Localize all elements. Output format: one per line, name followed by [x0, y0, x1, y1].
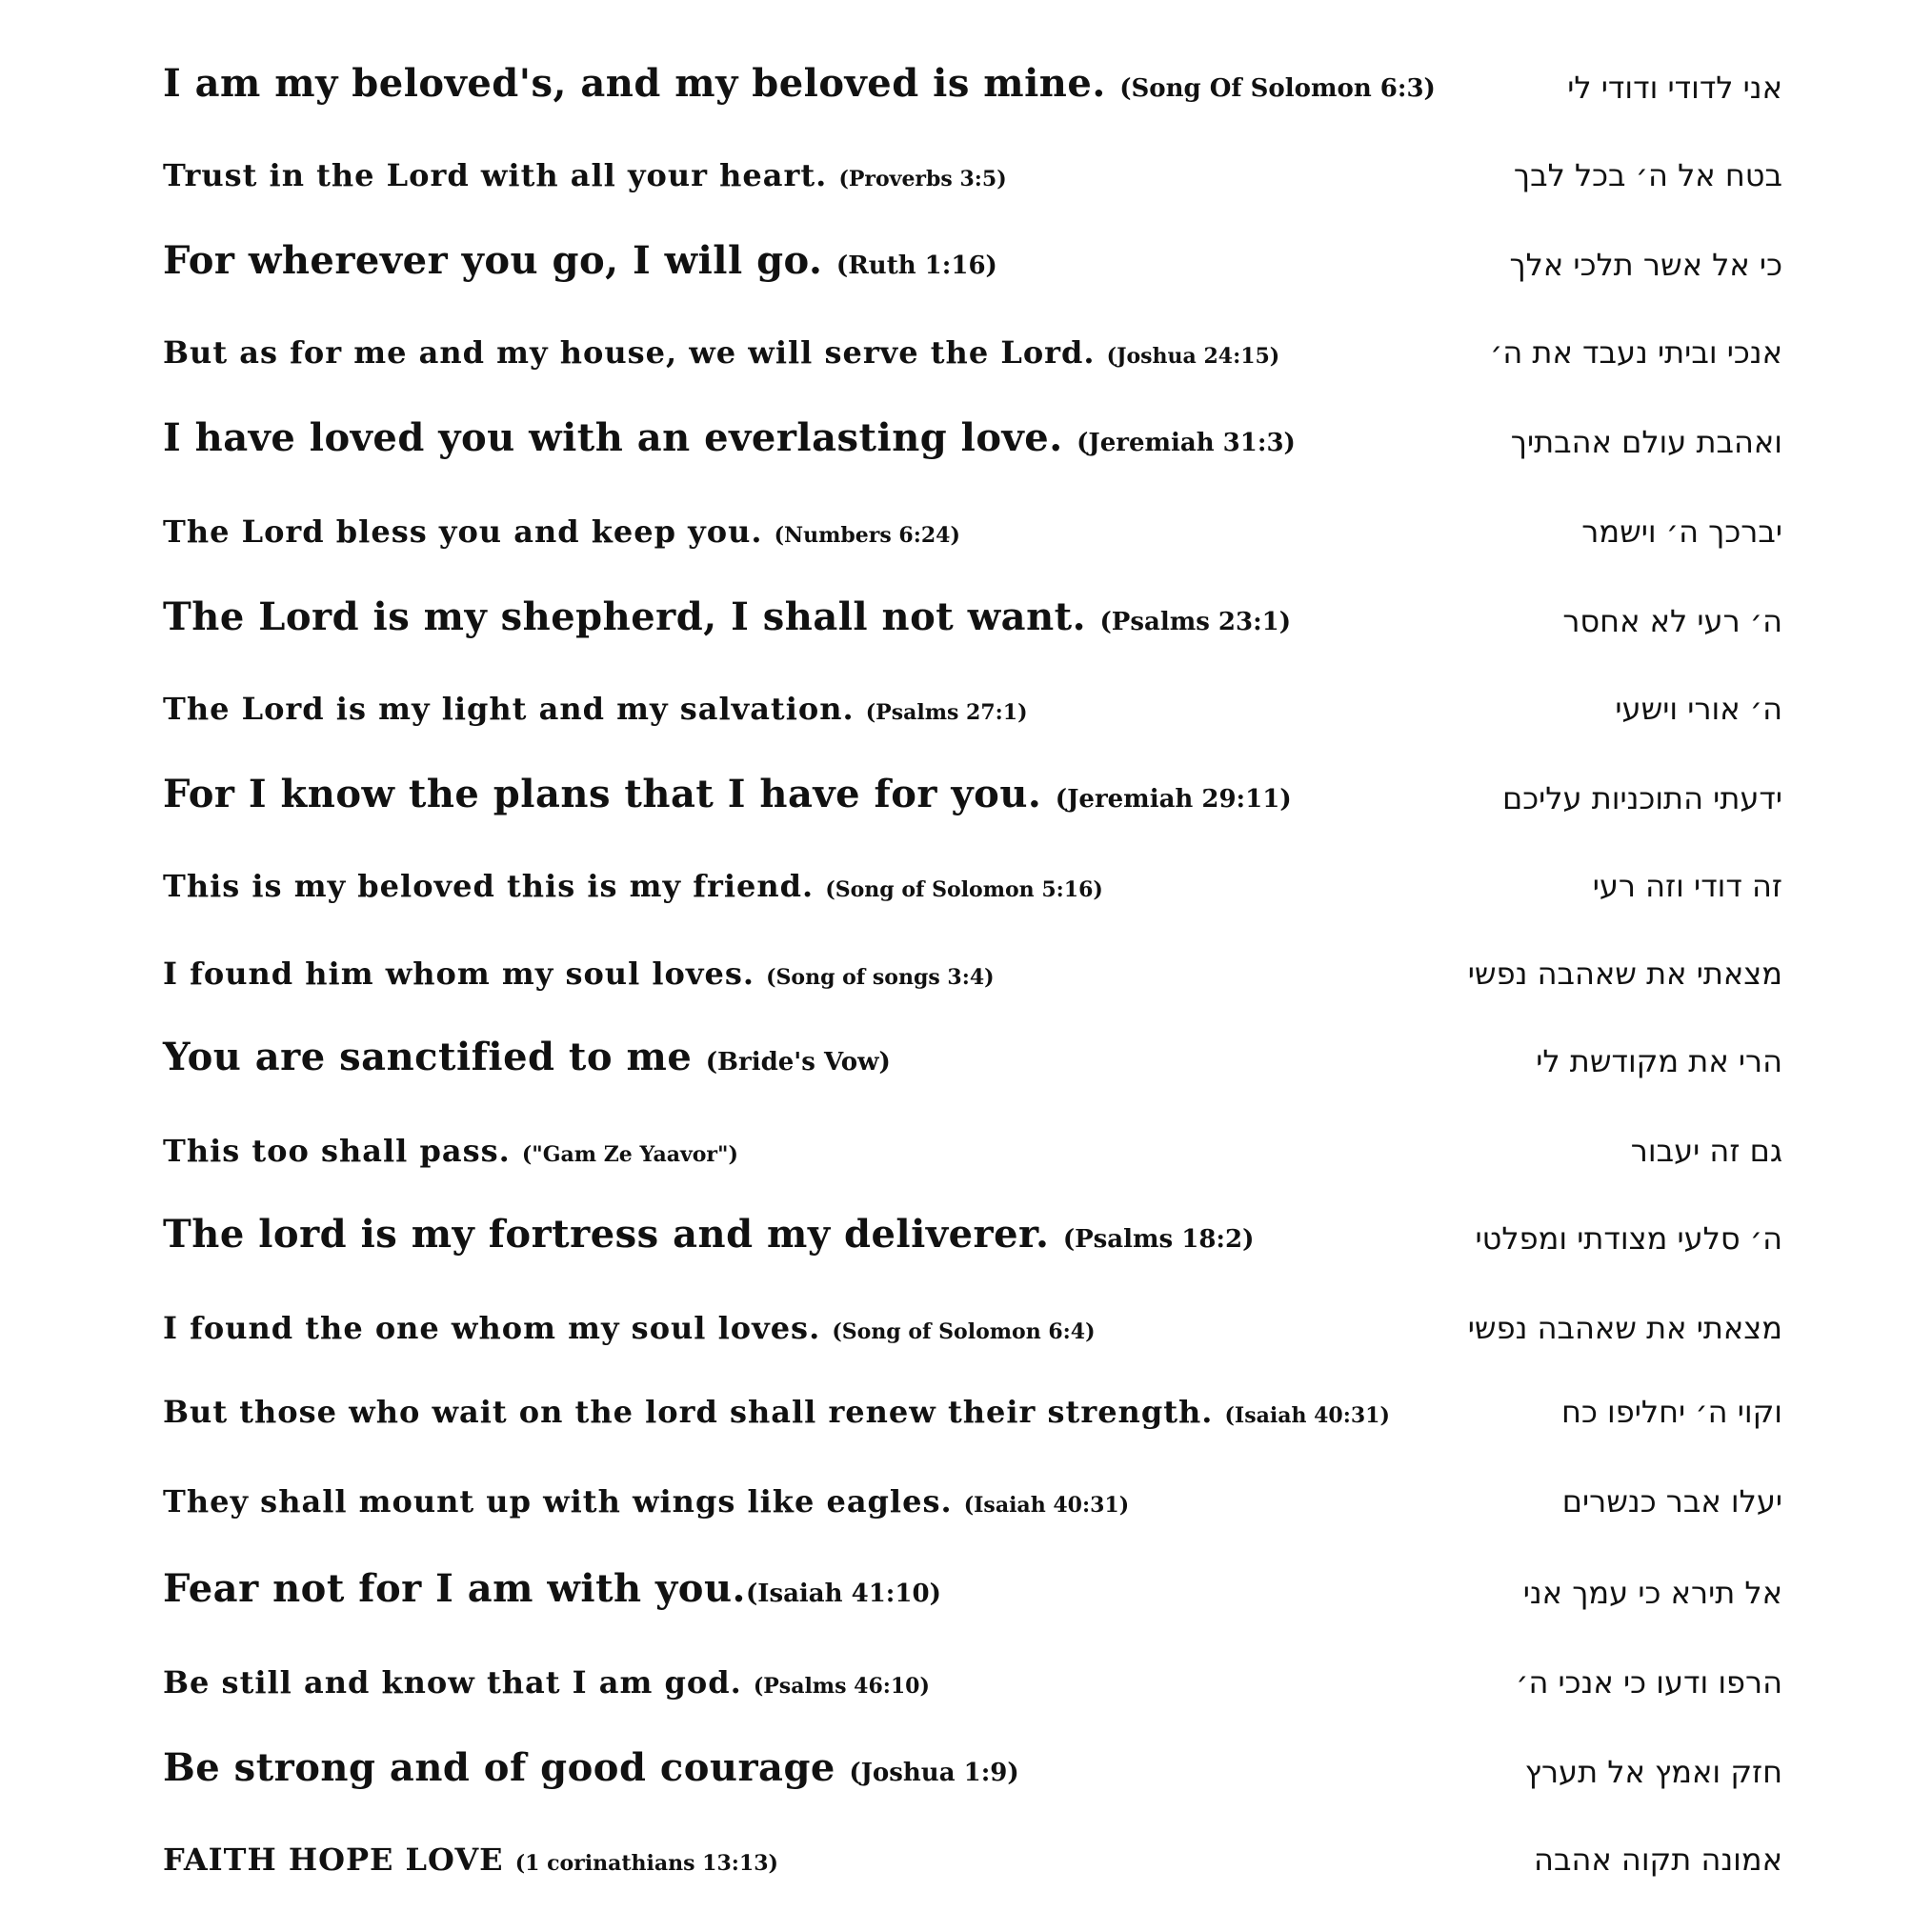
verse-text: I am my beloved's, and my beloved is mine. — [163, 61, 1106, 106]
verse-text: This too shall pass. — [163, 1133, 511, 1169]
english-verse — [163, 956, 995, 992]
verse-text: Trust in the Lord with all your heart. — [163, 157, 828, 193]
hebrew-verse: הרפו ודעו כי אנכי ה׳ — [1516, 1664, 1782, 1701]
verse-reference: (Joshua 1:9) — [849, 1759, 1019, 1787]
english-verse — [163, 61, 1436, 106]
verse-reference: (Jeremiah 29:11) — [1055, 785, 1292, 814]
verse-row — [163, 292, 1782, 371]
verse-row — [163, 1000, 1782, 1077]
verse-text: The Lord bless you and keep you. — [163, 513, 763, 550]
verse-text: FAITH HOPE LOVE — [163, 1841, 504, 1878]
english-verse — [163, 1745, 1019, 1790]
verse-row — [163, 1621, 1782, 1701]
verse-row — [163, 1351, 1782, 1430]
verse-reference: (Numbers 6:24) — [774, 523, 960, 548]
hebrew-verse: מצאתי את שאהבה נפשי — [1467, 1310, 1782, 1346]
verse-text: The Lord is my light and my salvation. — [163, 691, 855, 727]
hebrew-verse: יברכך ה׳ וישמר — [1581, 513, 1782, 550]
english-verse — [163, 1310, 1096, 1346]
verse-reference: (Jeremiah 31:3) — [1077, 429, 1296, 457]
english-verse — [163, 1664, 930, 1701]
verse-reference: (Proverbs 3:5) — [838, 167, 1007, 191]
english-verse — [163, 334, 1280, 371]
verse-row — [163, 27, 1782, 106]
verse-reference: (Psalms 23:1) — [1099, 608, 1292, 636]
verse-text: This is my beloved this is my friend. — [163, 868, 815, 904]
hebrew-verse: בטח אל ה׳ בכל לבך — [1513, 157, 1782, 193]
verse-row — [163, 1532, 1782, 1611]
verse-reference: (Isaiah 40:31) — [1224, 1403, 1390, 1428]
hebrew-verse: אל תירא כי עמך אני — [1522, 1575, 1782, 1611]
english-verse — [163, 868, 1103, 904]
hebrew-verse: מצאתי את שאהבה נפשי — [1467, 956, 1782, 992]
verse-reference: (Song Of Solomon 6:3) — [1119, 74, 1436, 103]
verse-text: But those who wait on the lord shall renew their strength. — [163, 1394, 1214, 1430]
verse-reference: (Song of songs 3:4) — [766, 965, 995, 990]
verse-row — [163, 1090, 1782, 1169]
english-verse — [163, 594, 1292, 639]
verse-row — [163, 913, 1782, 992]
verse-text: I found him whom my soul loves. — [163, 956, 755, 992]
english-verse — [163, 1133, 738, 1169]
hebrew-verse: ואהבת עולם אהבתיך — [1510, 424, 1782, 460]
hebrew-verse: זה דודי וזה רעי — [1592, 868, 1782, 904]
verse-row — [163, 737, 1782, 814]
verse-reference: (Isaiah 40:31) — [963, 1493, 1130, 1518]
verse-row — [163, 560, 1782, 639]
verse-text: They shall mount up with wings like eagles. — [163, 1483, 953, 1519]
verse-row — [163, 471, 1782, 550]
english-verse — [163, 157, 1007, 193]
hebrew-verse: גם זה יעבור — [1630, 1133, 1782, 1169]
hebrew-verse: וקוי ה׳ יחליפו כח — [1561, 1394, 1782, 1430]
verse-text: Be strong and of good courage — [163, 1745, 835, 1790]
english-verse — [163, 1394, 1390, 1430]
verse-text: For wherever you go, I will go. — [163, 238, 823, 283]
english-verse — [163, 238, 997, 283]
verse-row — [163, 825, 1782, 904]
verse-reference: (Psalms 46:10) — [753, 1674, 930, 1699]
english-verse — [163, 1841, 778, 1878]
hebrew-verse: הרי את מקודשת לי — [1536, 1043, 1782, 1079]
hebrew-verse: אני לדודי ודודי לי — [1567, 70, 1782, 106]
verse-reference: (Ruth 1:16) — [835, 252, 997, 280]
hebrew-verse: כי אל אשר תלכי אלך — [1509, 247, 1782, 283]
english-verse — [163, 415, 1296, 460]
english-verse — [163, 1483, 1130, 1519]
verse-text: The lord is my fortress and my deliverer. — [163, 1212, 1050, 1257]
verse-reference: (Isaiah 41:10) — [745, 1580, 941, 1608]
verse-text: Be still and know that I am god. — [163, 1664, 742, 1701]
verse-row — [163, 1267, 1782, 1346]
hebrew-verse: אנכי וביתי נעבד את ה׳ — [1490, 334, 1782, 371]
verse-reference: (Joshua 24:15) — [1106, 344, 1280, 369]
verse-reference: (Psalms 18:2) — [1062, 1225, 1255, 1254]
verse-text: I found the one whom my soul loves. — [163, 1310, 821, 1346]
verse-row — [163, 1711, 1782, 1790]
verse-text: But as for me and my house, we will serve the Lord. — [163, 334, 1096, 371]
english-verse — [163, 772, 1292, 816]
hebrew-verse: ה׳ סלעי מצודתי ומפלטי — [1475, 1220, 1782, 1257]
verse-text: You are sanctified to me — [163, 1035, 693, 1079]
verse-reference: (Song of Solomon 6:4) — [832, 1319, 1096, 1344]
english-verse — [163, 1566, 941, 1611]
english-verse — [163, 1035, 891, 1079]
hebrew-verse: ה׳ רעי לא אחסר — [1562, 603, 1782, 639]
verse-text: Fear not for I am with you. — [163, 1566, 746, 1611]
hebrew-verse: ידעתי התוכניות עליכם — [1501, 780, 1782, 816]
verse-row — [163, 1799, 1782, 1878]
verse-reference: (1 corinathians 13:13) — [514, 1851, 778, 1876]
verse-row — [163, 1177, 1782, 1257]
verse-text: For I know the plans that I have for you. — [163, 772, 1042, 816]
verse-reference: (Bride's Vow) — [705, 1048, 891, 1077]
english-verse — [163, 691, 1028, 727]
hebrew-verse: יעלו אבר כנשרים — [1561, 1483, 1782, 1519]
verse-row — [163, 1440, 1782, 1517]
verse-row — [163, 648, 1782, 727]
verse-row — [163, 204, 1782, 283]
verse-reference: (Psalms 27:1) — [865, 700, 1028, 725]
verse-reference: ("Gam Ze Yaavor") — [521, 1142, 738, 1167]
verse-row — [163, 381, 1782, 460]
verse-row — [163, 114, 1782, 191]
english-verse — [163, 1212, 1255, 1257]
hebrew-verse: חזק ואמץ אל תערץ — [1524, 1754, 1782, 1790]
english-verse — [163, 513, 960, 550]
verse-text: The Lord is my shepherd, I shall not want. — [163, 594, 1087, 639]
hebrew-verse: ה׳ אורי וישעי — [1615, 691, 1782, 727]
verse-reference: (Song of Solomon 5:16) — [825, 877, 1103, 902]
hebrew-verse: אמונה תקוה אהבה — [1534, 1841, 1782, 1878]
verse-text: I have loved you with an everlasting love. — [163, 415, 1063, 460]
